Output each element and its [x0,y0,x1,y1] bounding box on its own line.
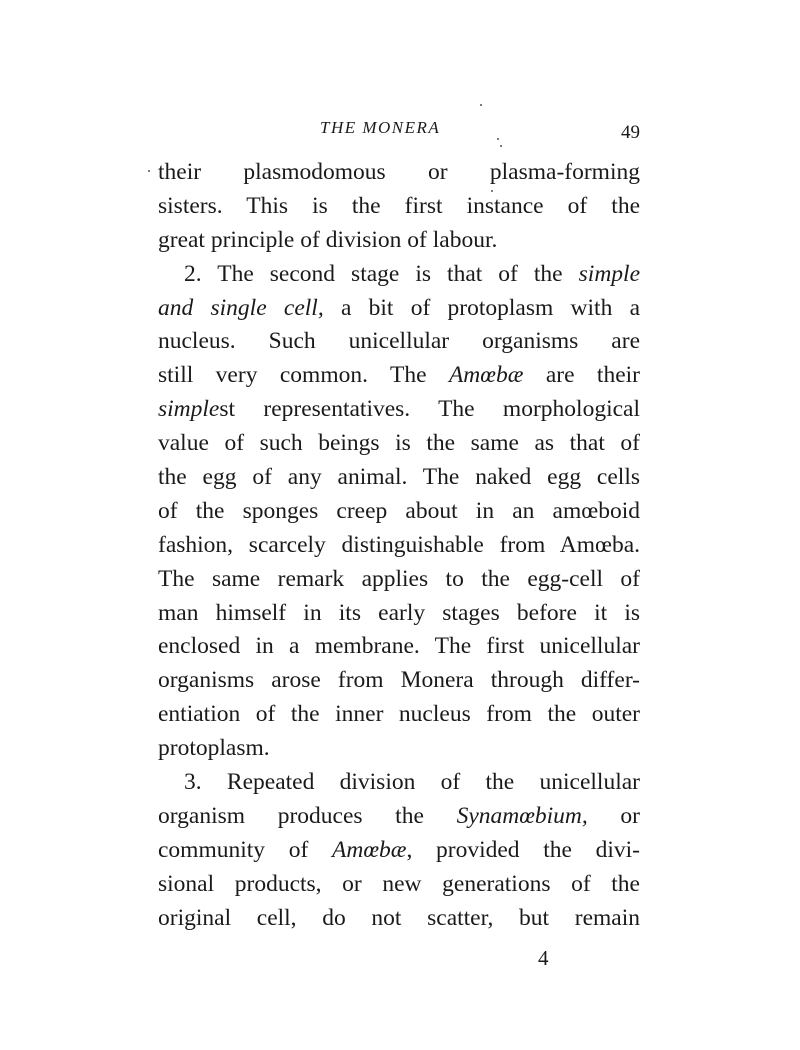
italic-term: Amœbæ [332,836,407,863]
text-line: organism produces the Synamœbium, or [158,802,641,829]
text-line: simplest representatives. The morphological [158,396,640,423]
text-line: protoplasm. [158,735,270,762]
print-speck [491,190,493,192]
text-line: sisters. This is the first instance of the [158,192,640,219]
text-line: nucleus. Such unicellular organisms are [158,328,640,355]
print-speck [500,145,502,147]
page-number: 49 [621,122,640,143]
text-line: The same remark applies to the egg-cell of [158,565,640,592]
running-title: THE MONERA [320,118,441,137]
text-line: 2. The second stage is that of the simple [184,260,640,287]
print-speck [497,138,499,140]
italic-term: simple [578,260,640,287]
text-line: fashion, scarcely distinguishable from Amœba. [158,531,640,558]
italic-term: simple [158,396,220,423]
text-line: enclosed in a membrane. The first unicellular [158,633,640,660]
italic-term: Synamœbium, [456,802,588,829]
text-line: great principle of division of labour. [158,226,498,253]
text-line: value of such beings is the same as that of [158,430,640,457]
text-line: and single cell, a bit of protoplasm with a [158,294,641,321]
running-header [158,118,640,148]
italic-term: Amœbæ [448,362,524,389]
text-line: original cell, do not scatter, but remain [158,904,640,931]
text-line: sional products, or new generations of the [158,870,640,897]
text-line: the egg of any animal. The naked egg cells [158,464,640,491]
text-line: entiation of the inner nucleus from the outer [158,701,640,728]
italic-term: and single cell, [158,294,324,321]
print-speck [148,170,150,172]
signature-mark: 4 [538,946,549,970]
text-line: still very common. The Amœbæ are their [158,362,640,389]
text-line: man himself in its early stages before it is [158,599,640,626]
print-speck [480,104,482,106]
text-line: their plasmodomous or plasma-forming [158,159,640,185]
body-text [158,156,640,935]
text-line: community of Amœbæ, provided the divi- [158,836,640,863]
text-line: organisms arose from Monera through differ- [158,667,640,694]
text-line: of the sponges creep about in an amœboid [158,497,640,524]
text-line: 3. Repeated division of the unicellular [184,769,640,796]
